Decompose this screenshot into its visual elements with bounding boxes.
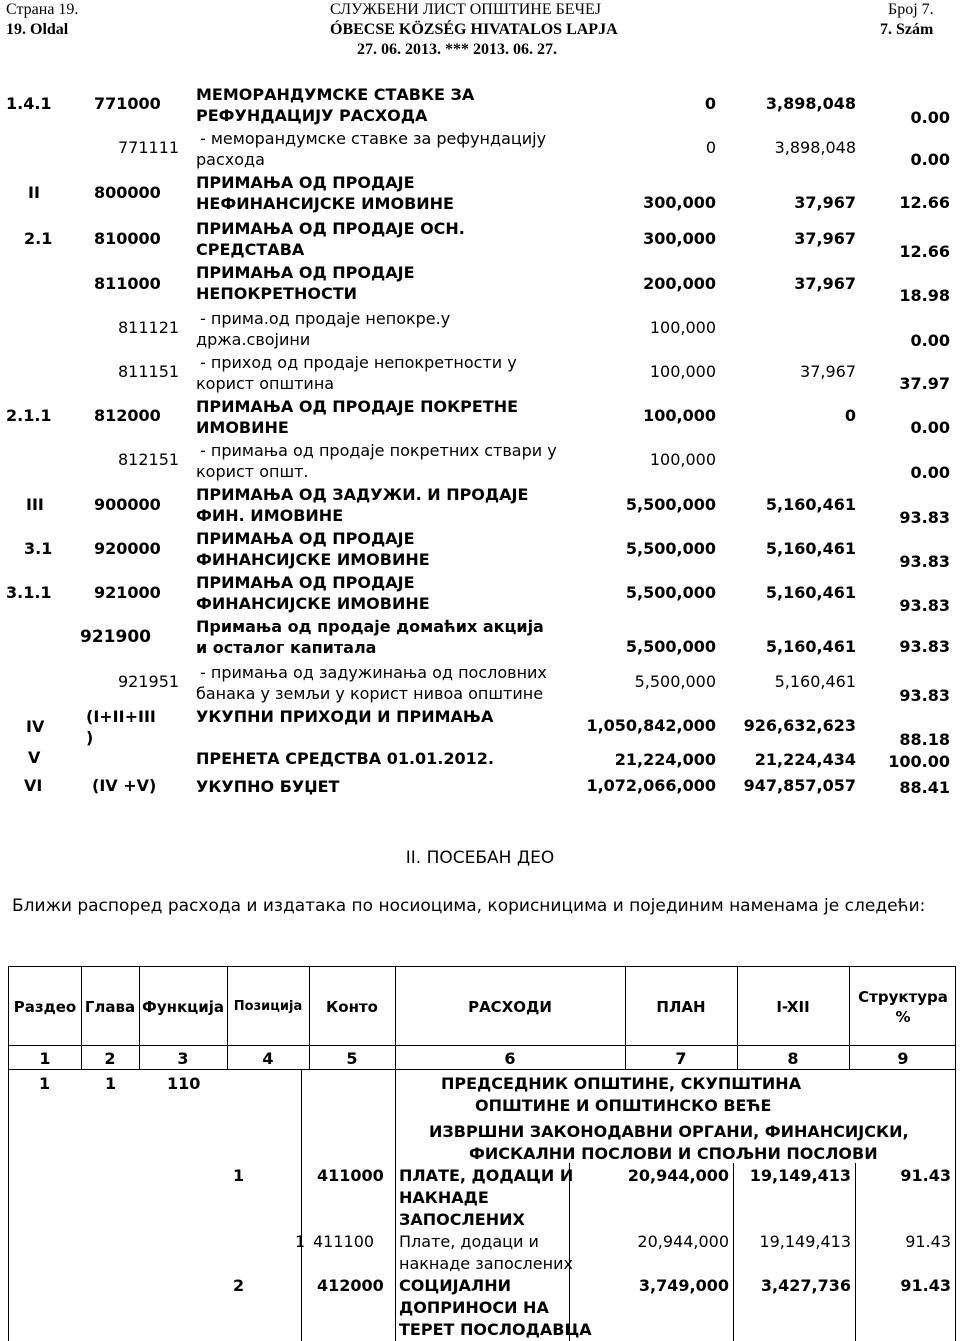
expense-desc-line2: НАКНАДЕ xyxy=(399,1188,489,1207)
exec-value: 947,857,057 xyxy=(743,776,856,795)
expense-desc-line2: накнаде запослених xyxy=(399,1254,573,1273)
col-header-funkcija: Функција xyxy=(141,998,225,1016)
percent-value: 91.43 xyxy=(900,1166,951,1185)
plan-value: 5,500,000 xyxy=(625,539,716,558)
expense-desc-line1: ПЛАТЕ, ДОДАЦИ И xyxy=(399,1166,574,1185)
label-line1: УКУПНИ ПРИХОДИ И ПРИМАЊА xyxy=(196,707,494,726)
konto: 812151 xyxy=(118,450,180,469)
section-code: 2.1.1 xyxy=(6,406,52,425)
table-rule xyxy=(569,1163,570,1341)
table-rule xyxy=(9,1069,955,1070)
chapter-title-line1: ПРЕДСЕДНИК ОПШТИНЕ, СКУПШТИНА xyxy=(441,1074,802,1093)
expense-desc-line2: ДОПРИНОСИ НА xyxy=(399,1298,549,1317)
percent-value: 0.00 xyxy=(910,418,950,437)
col-number: 3 xyxy=(177,1049,189,1068)
chapter-title-line2: ОПШТИНЕ И ОПШТИНСКО ВЕЋЕ xyxy=(475,1096,772,1115)
label-line2: корист општ. xyxy=(196,462,309,481)
col-header-glava: Глава xyxy=(84,998,136,1016)
percent-value: 0.00 xyxy=(910,463,950,482)
journal-title-hu: ÓBECSE KÖZSÉG HIVATALOS LAPJA xyxy=(330,21,618,38)
plan-value: 5,500,000 xyxy=(634,672,716,691)
konto: 811151 xyxy=(118,362,180,381)
exec-value: 926,632,623 xyxy=(743,716,856,735)
label-line2: и осталог капитала xyxy=(196,638,377,657)
pozicija-value: 1 xyxy=(233,1166,245,1185)
issue-date: 27. 06. 2013. *** 2013. 06. 27. xyxy=(357,41,557,58)
col-number: 8 xyxy=(787,1049,799,1068)
plan-value: 100,000 xyxy=(649,362,716,381)
label-line1: ПРИМАЊА ОД ПРОДАЈЕ xyxy=(196,173,415,192)
summary-table xyxy=(0,84,960,804)
label-line2: РЕФУНДАЦИЈУ РАСХОДА xyxy=(196,106,428,125)
percent-value: 18.98 xyxy=(899,286,950,305)
col-number: 6 xyxy=(504,1049,516,1068)
exec-value: 19,149,413 xyxy=(749,1166,851,1185)
label-line2: НЕПОКРЕТНОСТИ xyxy=(196,284,357,303)
plan-value: 100,000 xyxy=(643,406,716,425)
issue-number-sr: Број 7. xyxy=(888,1,934,18)
expenditure-table xyxy=(8,966,956,1341)
exec-value: 5,160,461 xyxy=(765,495,856,514)
section-code: 3.1 xyxy=(24,539,53,558)
percent-value: 88.41 xyxy=(899,778,950,797)
plan-value: 1,050,842,000 xyxy=(586,716,716,735)
label-line1: ПРИМАЊА ОД ПРОДАЈЕ xyxy=(196,263,415,282)
percent-value: 88.18 xyxy=(899,730,950,749)
function-title-line2: ФИСКАЛНИ ПОСЛОВИ И СПОЉНИ ПОСЛОВИ xyxy=(469,1144,878,1163)
journal-title-sr: СЛУЖБЕНИ ЛИСТ ОПШТИНЕ БЕЧЕЈ xyxy=(330,1,601,18)
percent-value: 0.00 xyxy=(910,150,950,169)
table-rule xyxy=(733,1163,734,1341)
glava-value: 1 xyxy=(105,1074,117,1093)
plan-value: 0 xyxy=(704,94,716,113)
label-line1: УКУПНО БУЏЕТ xyxy=(196,777,340,796)
konto-value: 411000 xyxy=(317,1166,384,1185)
percent-value: 93.83 xyxy=(899,552,950,571)
label-line1: ПРИМАЊА ОД ПРОДАЈЕ xyxy=(196,573,415,592)
plan-value: 3,749,000 xyxy=(638,1276,729,1295)
label-line2: ФИН. ИМОВИНЕ xyxy=(196,506,344,525)
label-line2: СРЕДСТАВА xyxy=(196,240,305,259)
page-number-hu: 19. Oldal xyxy=(6,21,69,38)
exec-value: 5,160,461 xyxy=(765,583,856,602)
exec-value: 0 xyxy=(844,406,856,425)
exec-value: 5,160,461 xyxy=(774,672,856,691)
issue-number-hu: 7. Szám xyxy=(880,21,934,38)
col-number: 4 xyxy=(262,1049,274,1068)
label-line1: МЕМОРАНДУМСКЕ СТАВКЕ ЗА xyxy=(196,85,475,104)
label-line2: расхода xyxy=(196,150,265,169)
table-rule xyxy=(395,967,396,1341)
plan-value: 5,500,000 xyxy=(625,583,716,602)
percent-value: 12.66 xyxy=(899,193,950,212)
expense-desc-line3: ЗАПОСЛЕНИХ xyxy=(399,1210,525,1229)
konto: 812000 xyxy=(94,406,161,425)
percent-value: 93.83 xyxy=(899,596,950,615)
expense-desc-line3: ТЕРЕТ ПОСЛОДАВЦА xyxy=(399,1320,592,1339)
plan-value: 20,944,000 xyxy=(637,1232,729,1251)
table-rule xyxy=(9,1045,955,1046)
konto: 921951 xyxy=(118,672,180,691)
percent-value: 0.00 xyxy=(910,108,950,127)
label-line1: Примања од продаје домаћих акција xyxy=(196,617,544,636)
percent-value: 100.00 xyxy=(888,752,950,771)
konto: 810000 xyxy=(94,229,161,248)
konto-value: 411100 xyxy=(313,1232,375,1251)
konto: 811121 xyxy=(118,318,180,337)
label-line1: ПРИМАЊА ОД ЗАДУЖИ. И ПРОДАЈЕ xyxy=(196,485,529,504)
label-line2: држа.својини xyxy=(196,330,311,349)
col-number: 7 xyxy=(675,1049,687,1068)
plan-value: 300,000 xyxy=(643,229,716,248)
label-line2: ФИНАНСИЈСКЕ ИМОВИНЕ xyxy=(196,550,430,569)
percent-value: 0.00 xyxy=(910,331,950,350)
exec-value: 37,967 xyxy=(794,229,856,248)
section-code: 3.1.1 xyxy=(6,583,52,602)
col-header-i-xii: I-XII xyxy=(776,998,810,1016)
section-code: II xyxy=(28,183,40,202)
percent-value: 93.83 xyxy=(899,637,950,656)
label-line1: - приход од продаје непокретности у xyxy=(200,353,517,372)
label-line2: ИМОВИНЕ xyxy=(196,418,289,437)
label-line1: - прима.од продаје непокре.у xyxy=(200,309,451,328)
section-code: 1.4.1 xyxy=(6,94,52,113)
section-code: 2.1 xyxy=(24,229,53,248)
col-header-plan: ПЛАН xyxy=(656,998,706,1016)
plan-value: 100,000 xyxy=(649,450,716,469)
function-title-line1: ИЗВРШНИ ЗАКОНОДАВНИ ОРГАНИ, ФИНАНСИЈСКИ, xyxy=(429,1122,909,1141)
plan-value: 21,224,000 xyxy=(614,750,716,769)
section-code: III xyxy=(26,495,44,514)
konto: (IV +V) xyxy=(92,776,157,795)
exec-value: 5,160,461 xyxy=(765,637,856,656)
konto: 921000 xyxy=(94,583,161,602)
exec-value: 21,224,434 xyxy=(754,750,856,769)
plan-value: 200,000 xyxy=(643,274,716,293)
label-line1: ПРИМАЊА ОД ПРОДАЈЕ ОСН. xyxy=(196,219,465,238)
label-line2: банака у земљи у корист нивоа општине xyxy=(196,684,544,703)
konto: 771111 xyxy=(118,138,180,157)
label-line1: - примања од продаје покретних ствари у xyxy=(200,441,557,460)
col-header-razdeo: Раздео xyxy=(13,998,77,1016)
plan-value: 300,000 xyxy=(643,193,716,212)
col-number: 1 xyxy=(39,1049,51,1068)
konto: 900000 xyxy=(94,495,161,514)
razdeo-value: 1 xyxy=(39,1074,51,1093)
col-number: 5 xyxy=(346,1049,358,1068)
label-line1: ПРЕНЕТА СРЕДСТВА 01.01.2012. xyxy=(196,749,494,768)
label-line1: - примања од задужинања од пословних xyxy=(200,663,547,682)
label-line1: ПРИМАЊА ОД ПРОДАЈЕ ПОКРЕТНЕ xyxy=(196,397,519,416)
page-header xyxy=(0,0,960,60)
exec-value: 19,149,413 xyxy=(759,1232,851,1251)
exec-value: 37,967 xyxy=(800,362,856,381)
label-line1: ПРИМАЊА ОД ПРОДАЈЕ xyxy=(196,529,415,548)
col-header-rashodi: РАСХОДИ xyxy=(468,998,552,1016)
konto: 811000 xyxy=(94,274,161,293)
section-description: Ближи распоред расхода и издатака по носиоцима, корисницима и појединим наменама је следећи: xyxy=(12,896,926,916)
percent-value: 93.83 xyxy=(899,508,950,527)
col-number: 2 xyxy=(104,1049,116,1068)
konto-value: 412000 xyxy=(317,1276,384,1295)
konto: 920000 xyxy=(94,539,161,558)
exec-value: 3,898,048 xyxy=(774,138,856,157)
page-number-sr: Страна 19. xyxy=(6,1,79,18)
label-line1: - меморандумске ставке за рефундацију xyxy=(200,129,547,148)
percent-value: 91.43 xyxy=(905,1232,951,1251)
section-code: V xyxy=(28,748,41,767)
exec-value: 5,160,461 xyxy=(765,539,856,558)
pozicija-value: 1 xyxy=(295,1232,306,1251)
table-rule xyxy=(301,1069,302,1341)
col-header-struktura: Структура % xyxy=(858,988,948,1026)
percent-value: 12.66 xyxy=(899,242,950,261)
konto: 921900 xyxy=(80,627,151,647)
konto: 771000 xyxy=(94,94,161,113)
konto-line2: ) xyxy=(86,728,94,747)
pozicija-value: 2 xyxy=(233,1276,245,1295)
percent-value: 93.83 xyxy=(899,686,950,705)
funkcija-value: 110 xyxy=(167,1074,201,1093)
label-line2: корист општина xyxy=(196,374,335,393)
expense-desc-line1: СОЦИЈАЛНИ xyxy=(399,1276,511,1295)
konto: (I+II+III xyxy=(86,707,156,726)
table-rule xyxy=(849,967,850,1069)
label-line2: НЕФИНАНСИЈСКЕ ИМОВИНЕ xyxy=(196,194,454,213)
plan-value: 5,500,000 xyxy=(625,637,716,656)
section-title: II. ПОСЕБАН ДЕО xyxy=(405,848,555,868)
table-rule xyxy=(855,1163,856,1341)
col-header-konto: Конто xyxy=(326,998,378,1016)
exec-value: 3,898,048 xyxy=(765,94,856,113)
section-code: VI xyxy=(24,776,43,795)
plan-value: 1,072,066,000 xyxy=(586,776,716,795)
konto: 800000 xyxy=(94,183,161,202)
exec-value: 37,967 xyxy=(794,193,856,212)
plan-value: 0 xyxy=(705,138,716,157)
expense-desc-line1: Плате, додаци и xyxy=(399,1232,539,1251)
col-number: 9 xyxy=(897,1049,909,1068)
section-code: IV xyxy=(26,717,45,736)
exec-value: 3,427,736 xyxy=(760,1276,851,1295)
percent-value: 37.97 xyxy=(899,374,950,393)
plan-value: 5,500,000 xyxy=(625,495,716,514)
label-line2: ФИНАНСИЈСКЕ ИМОВИНЕ xyxy=(196,594,430,613)
exec-value: 37,967 xyxy=(794,274,856,293)
percent-value: 91.43 xyxy=(900,1276,951,1295)
plan-value: 100,000 xyxy=(649,318,716,337)
plan-value: 20,944,000 xyxy=(627,1166,729,1185)
col-header-pozicija: Позиција xyxy=(233,999,303,1014)
